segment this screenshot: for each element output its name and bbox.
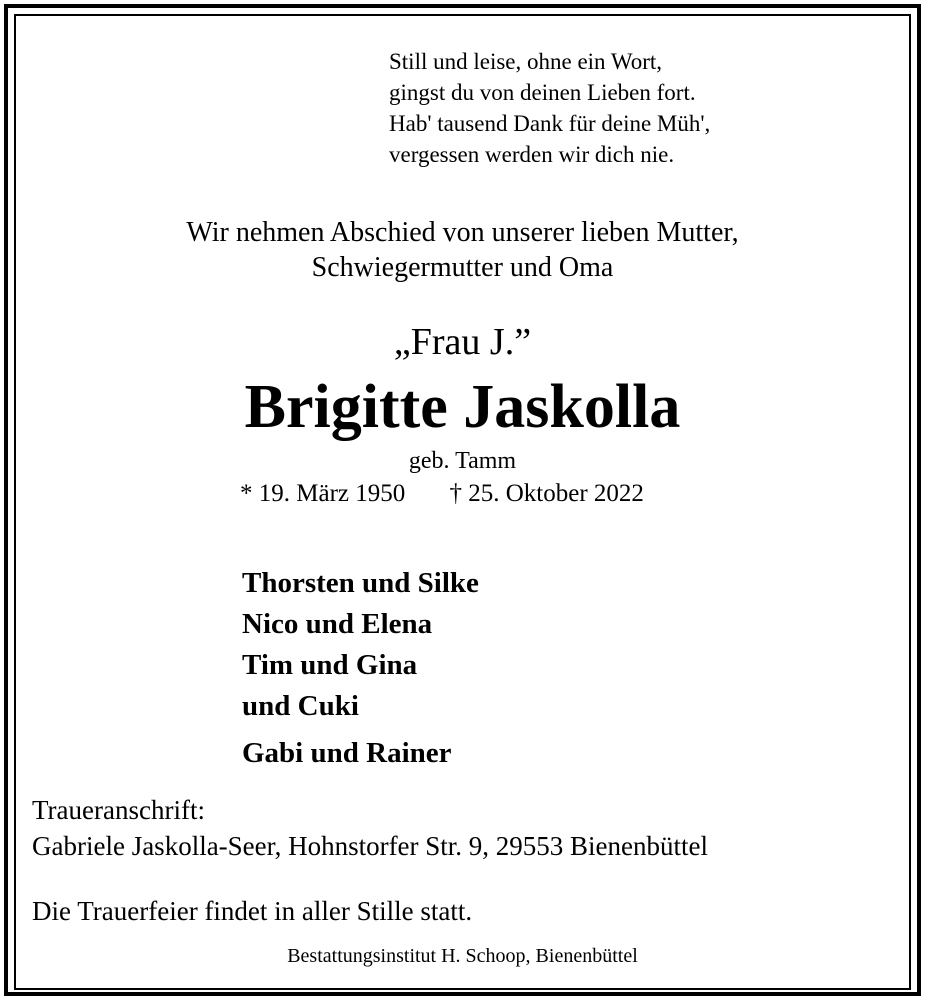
deceased-nickname: „Frau J.” [393, 321, 532, 363]
service-notice: Die Trauerfeier findet in aller Stille statt. [32, 896, 473, 926]
undertaker-credit: Bestattungsinstitut H. Schoop, Bienenbüttel [287, 945, 638, 967]
mourner-entry: Nico und Elena [242, 608, 433, 640]
mourner-entry: Gabi und Rainer [242, 737, 452, 769]
mourner-entry: Tim und Gina [242, 649, 418, 681]
poem [389, 46, 710, 170]
death-date: † 25. Oktober 2022 [449, 480, 644, 507]
address-value: Gabriele Jaskolla-Seer, Hohnstorfer Str. 9, 29553 Bienenbüttel [32, 831, 709, 861]
life-dates [240, 478, 644, 510]
address-label: Traueranschrift: [32, 795, 205, 825]
intro-line-2: Schwiegermutter und Oma [311, 252, 614, 283]
deceased-name: Brigitte Jaskolla [244, 373, 681, 441]
poem-line: Hab' tausend Dank für deine Müh', [389, 111, 711, 136]
deceased-birth-name: geb. Tamm [408, 448, 517, 474]
poem-line: gingst du von deinen Lieben fort. [389, 80, 696, 105]
poem-line: vergessen werden wir dich nie. [389, 142, 675, 167]
poem-line: Still und leise, ohne ein Wort, [389, 49, 663, 74]
mourner-entry: und Cuki [242, 690, 359, 722]
birth-date: * 19. März 1950 [240, 480, 406, 507]
intro-line-1: Wir nehmen Abschied von unserer lieben Mutter, [186, 217, 739, 248]
mourner-entry: Thorsten und Silke [242, 567, 479, 599]
mourners-list [242, 563, 479, 727]
farewell-intro [0, 215, 925, 285]
